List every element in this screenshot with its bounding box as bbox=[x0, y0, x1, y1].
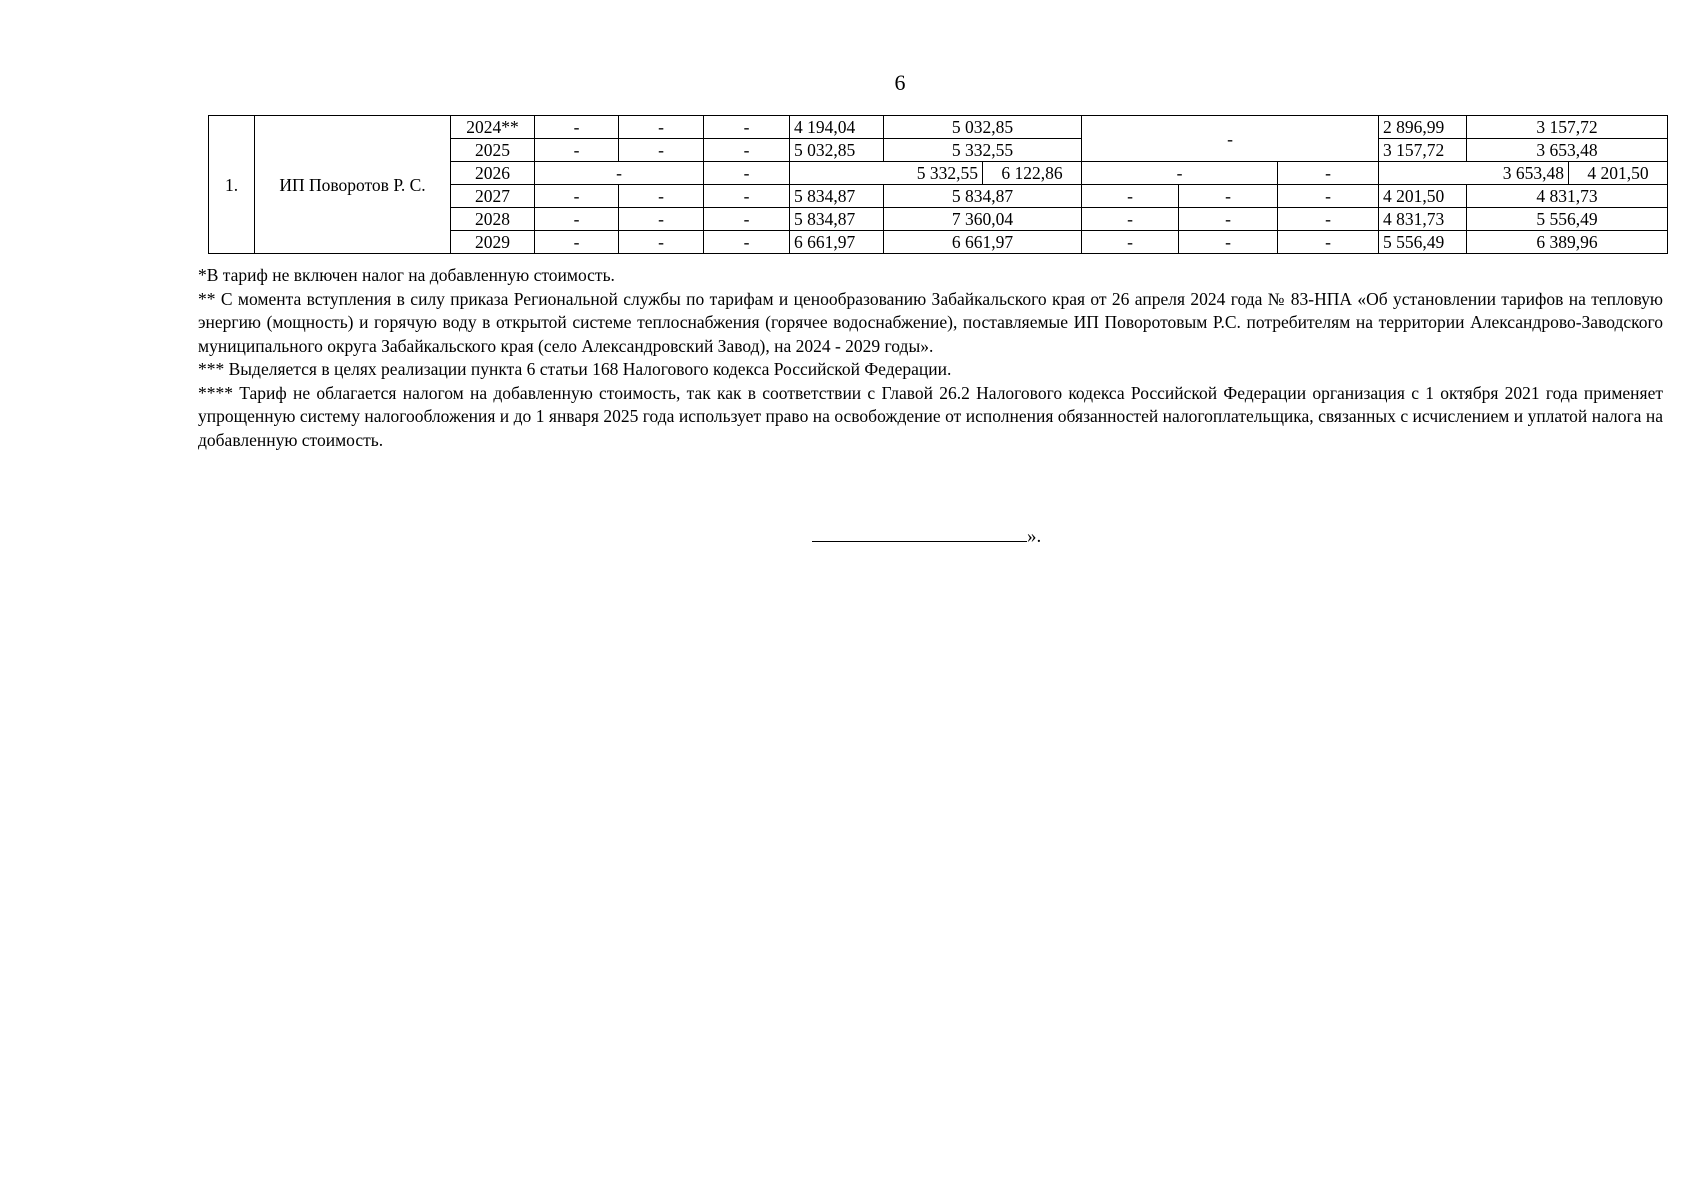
footnote-4: **** Тариф не облагается налогом на добавленную стоимость, так как в соответствии с Главой 26.2 Налогового кодекса Российской Федерации организация с 1 октября 2021 года применяет упрощенную систему налогообложения и до 1 января 2025 года использует право на освобождение от исполнения обязанностей налогоплательщика, связанных с исчислением и уплатой налога на добавленную стоимость. bbox=[198, 382, 1663, 450]
dash-cell: - bbox=[704, 208, 790, 231]
dash-cell: - bbox=[1082, 185, 1179, 208]
value-cell: 5 032,85 bbox=[884, 116, 1082, 139]
dash-cell: - bbox=[1278, 231, 1379, 254]
dash-cell: - bbox=[1082, 231, 1179, 254]
value-cell: 4 831,73 bbox=[1379, 208, 1467, 231]
year-cell: 2024** bbox=[451, 116, 535, 139]
value-cell: 5 556,49 bbox=[1467, 208, 1668, 231]
value-cell: 5 332,55 bbox=[790, 162, 983, 185]
dash-cell: - bbox=[619, 139, 704, 162]
dash-cell: - bbox=[535, 208, 619, 231]
value-cell: 4 194,04 bbox=[790, 116, 884, 139]
year-cell: 2027 bbox=[451, 185, 535, 208]
dash-cell: - bbox=[535, 162, 704, 185]
table-row bbox=[209, 116, 1668, 139]
dash-cell: - bbox=[1082, 208, 1179, 231]
footnote-2: ** С момента вступления в силу приказа Региональной службы по тарифам и ценообразованию Забайкальского края от 26 апреля 2024 года № 83-НПА «Об установлении тарифов на тепловую энергию (мощность) и горячую воду в открытой системе теплоснабжения (горячее водоснабжение), поставляемые ИП Поворотовым Р.С. потребителям на территории Александрово-Заводского муниципального округа Забайкальского края (село Александровский Завод), на 2024 - 2029 годы». bbox=[198, 288, 1663, 356]
dash-cell: - bbox=[535, 116, 619, 139]
value-cell: 3 157,72 bbox=[1379, 139, 1467, 162]
dash-cell: - bbox=[1179, 231, 1278, 254]
dash-cell: - bbox=[619, 231, 704, 254]
page-number: 6 bbox=[894, 70, 906, 95]
dash-cell: - bbox=[1179, 208, 1278, 231]
footnotes bbox=[198, 264, 1663, 452]
dash-cell: - bbox=[535, 185, 619, 208]
closing-line bbox=[812, 523, 1041, 548]
value-cell: 5 834,87 bbox=[790, 185, 884, 208]
dash-cell: - bbox=[619, 116, 704, 139]
value-cell: 5 834,87 bbox=[790, 208, 884, 231]
dash-cell: - bbox=[535, 231, 619, 254]
tariff-table bbox=[208, 115, 1668, 254]
dash-cell: - bbox=[1278, 162, 1379, 185]
value-cell: 6 661,97 bbox=[790, 231, 884, 254]
footnote-1: *В тариф не включен налог на добавленную стоимость. bbox=[198, 265, 615, 285]
signature-underline bbox=[812, 523, 1027, 542]
year-cell: 2025 bbox=[451, 139, 535, 162]
year-cell: 2026 bbox=[451, 162, 535, 185]
dash-cell: - bbox=[535, 139, 619, 162]
row-number: 1. bbox=[209, 116, 255, 254]
value-cell: 2 896,99 bbox=[1379, 116, 1467, 139]
dash-cell: - bbox=[1278, 208, 1379, 231]
value-cell: 4 201,50 bbox=[1379, 185, 1467, 208]
value-cell: 3 653,48 bbox=[1467, 139, 1668, 162]
dash-cell: - bbox=[619, 208, 704, 231]
dash-cell: - bbox=[619, 185, 704, 208]
dash-cell: - bbox=[1082, 116, 1379, 162]
value-cell: 6 389,96 bbox=[1467, 231, 1668, 254]
value-cell: 5 032,85 bbox=[790, 139, 884, 162]
dash-cell: - bbox=[704, 162, 790, 185]
dash-cell: - bbox=[704, 185, 790, 208]
value-cell: 5 834,87 bbox=[884, 185, 1082, 208]
footnote-3: *** Выделяется в целях реализации пункта 6 статьи 168 Налогового кодекса Российской Федерации. bbox=[198, 359, 952, 379]
closing-quote: ». bbox=[1027, 526, 1042, 547]
dash-cell: - bbox=[1278, 185, 1379, 208]
value-cell: 6 122,86 bbox=[983, 162, 1082, 185]
value-cell: 4 201,50 bbox=[1569, 162, 1668, 185]
value-cell: 4 831,73 bbox=[1467, 185, 1668, 208]
value-cell: 5 332,55 bbox=[884, 139, 1082, 162]
dash-cell: - bbox=[704, 116, 790, 139]
value-cell: 6 661,97 bbox=[884, 231, 1082, 254]
value-cell: 5 556,49 bbox=[1379, 231, 1467, 254]
dash-cell: - bbox=[704, 231, 790, 254]
value-cell: 3 157,72 bbox=[1467, 116, 1668, 139]
dash-cell: - bbox=[704, 139, 790, 162]
value-cell: 3 653,48 bbox=[1379, 162, 1569, 185]
value-cell: 7 360,04 bbox=[884, 208, 1082, 231]
dash-cell: - bbox=[1179, 185, 1278, 208]
year-cell: 2029 bbox=[451, 231, 535, 254]
year-cell: 2028 bbox=[451, 208, 535, 231]
organization-name: ИП Поворотов Р. С. bbox=[255, 116, 451, 254]
dash-cell: - bbox=[1082, 162, 1278, 185]
